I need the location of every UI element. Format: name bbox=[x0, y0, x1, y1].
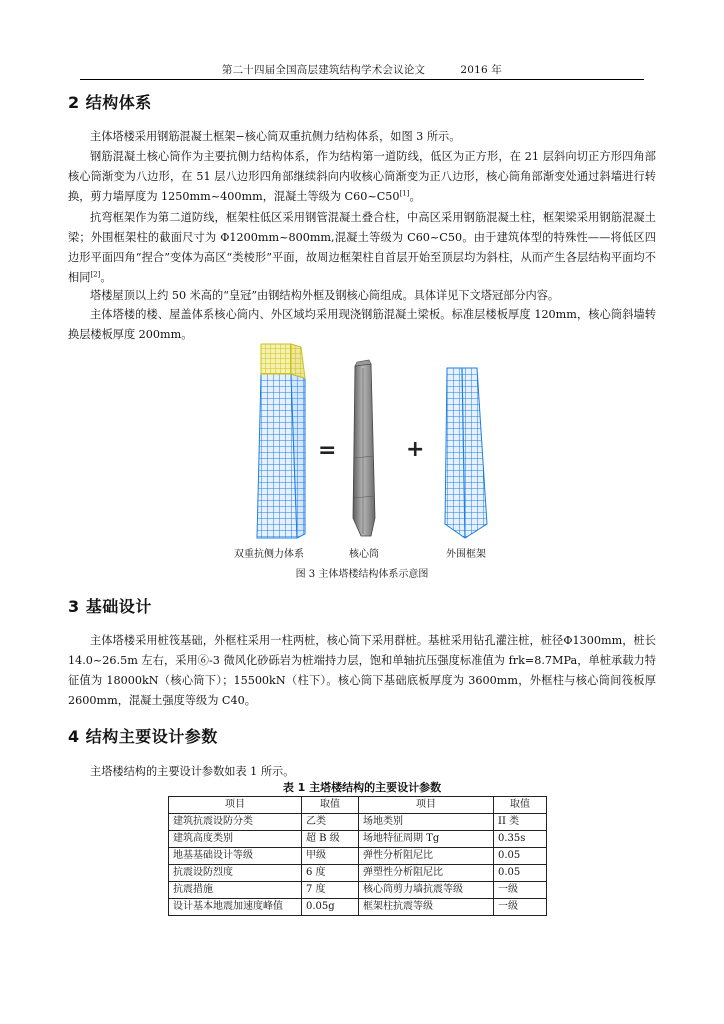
core-tube-drawing bbox=[353, 360, 375, 536]
label-dual-system: 双重抗侧力体系 bbox=[234, 549, 304, 560]
section-4-heading: 4 结构主要设计参数 bbox=[68, 727, 218, 746]
section-3-paragraph-1: 主体塔楼采用桩筏基础，外框柱采用一柱两桩，核心筒下采用群桩。基桩采用钻孔灌注桩，桩径Φ1300mm，桩长 14.0~26.5m 左右，采用⑥-3 微风化砂砾岩为桩端持力层，饱和单轴抗压强度标准值为 frk=8.7MPa，单桩承载力特征值为 18000kN（核心筒下）；15500kN（柱下）。核心筒下基础底板厚度为 3600mm，外框柱与核心筒间筏板厚 2600mm，混凝土强度等级为 C40。 bbox=[68, 634, 656, 707]
section-2-paragraph-5: 主体塔楼的楼、屋盖体系核心筒内、外区域均采用现浇钢筋混凝土梁板。标准层楼板厚度 120mm，核心筒斜墙转换层楼板厚度 200mm。 bbox=[68, 308, 656, 341]
table-cell: 超 B 级 bbox=[302, 831, 359, 848]
table-cell: 一级 bbox=[494, 882, 547, 899]
p2-text: 钢筋混凝土核心筒作为主要抗侧力结构体系，作为结构第一道防线，低区为正方形，在 21 层斜向切正方形四角部核心筒渐变为八边形，在 51 层八边形四角部继续斜向内收核心筒渐变为正八边形，核心筒角部渐变处通过斜墙进行转换，剪力墙厚度为 1250mm~400mm，混凝土等级为 C60~C50 bbox=[68, 150, 656, 203]
table-1-caption: 表 1 主塔楼结构的主要设计参数 bbox=[282, 781, 442, 794]
table-cell: 建筑高度类别 bbox=[169, 831, 302, 848]
design-parameters-table bbox=[168, 796, 547, 916]
p2-end: 。 bbox=[409, 190, 421, 203]
table-cell: 0.05g bbox=[302, 899, 359, 916]
table-cell: 一级 bbox=[494, 899, 547, 916]
section-2-paragraph-3 bbox=[68, 208, 656, 288]
table-row bbox=[169, 848, 547, 865]
section-4-intro: 主塔楼结构的主要设计参数如表 1 所示。 bbox=[90, 765, 295, 778]
table-header-cell: 项目 bbox=[169, 797, 302, 814]
table-cell: 框架柱抗震等级 bbox=[359, 899, 494, 916]
citation-2: [2] bbox=[90, 270, 101, 279]
equals-sign: = bbox=[318, 438, 337, 463]
table-cell: 地基基础设计等级 bbox=[169, 848, 302, 865]
section-2-paragraph-2 bbox=[68, 147, 656, 207]
dual-system-tower-drawing bbox=[257, 344, 305, 538]
table-cell: 建筑抗震设防分类 bbox=[169, 814, 302, 831]
table-cell: 乙类 bbox=[302, 814, 359, 831]
table-cell: 场地类别 bbox=[359, 814, 494, 831]
table-row bbox=[169, 899, 547, 916]
table-cell: 0.35s bbox=[494, 831, 547, 848]
label-outer-frame: 外围框架 bbox=[446, 549, 486, 560]
conference-year: 2016 年 bbox=[460, 64, 503, 76]
plus-sign: + bbox=[406, 437, 425, 462]
table-cell: 场地特征周期 Tg bbox=[359, 831, 494, 848]
table-cell: 0.05 bbox=[494, 865, 547, 882]
table-cell: 设计基本地震加速度峰值 bbox=[169, 899, 302, 916]
conference-title: 第二十四届全国高层建筑结构学术会议论文 bbox=[221, 64, 426, 76]
outer-frame-drawing bbox=[445, 368, 487, 538]
table-cell: 甲级 bbox=[302, 848, 359, 865]
p3-end: 。 bbox=[100, 271, 112, 284]
section-3-heading: 3 基础设计 bbox=[68, 597, 152, 616]
citation-1: [1] bbox=[399, 189, 410, 198]
header-rule bbox=[80, 79, 644, 80]
running-header bbox=[80, 62, 644, 78]
table-cell: 7 度 bbox=[302, 882, 359, 899]
table-cell: 抗震措施 bbox=[169, 882, 302, 899]
table-header-cell: 项目 bbox=[359, 797, 494, 814]
table-header-cell: 取值 bbox=[494, 797, 547, 814]
table-cell: 弹塑性分析阻尼比 bbox=[359, 865, 494, 882]
table-header-cell: 取值 bbox=[302, 797, 359, 814]
table-row bbox=[169, 831, 547, 848]
p3-text: 抗弯框架作为第二道防线，框架柱低区采用钢管混凝土叠合柱，中高区采用钢筋混凝土柱，框架梁采用钢筋混凝土梁；外围框架柱的截面尺寸为 Φ1200mm~800mm,混凝土等级为 C60~C50。由于建筑体型的特殊性——将低区四边形平面四角“捏合”变体为高区“类棱形”平面，故周边框架柱自首层开始至顶层均为斜柱，从而产生各层结构平面均不相同 bbox=[68, 211, 656, 284]
figure-3-caption: 图 3 主体塔楼结构体系示意图 bbox=[295, 569, 429, 580]
section-2-paragraph-1: 主体塔楼采用钢筋混凝土框架−核心筒双重抗侧力结构体系，如图 3 所示。 bbox=[90, 130, 461, 143]
table-cell: 6 度 bbox=[302, 865, 359, 882]
section-2-paragraph-4: 塔楼屋顶以上约 50 米高的“皇冠”由钢结构外框及钢核心筒组成。具体详见下文塔冠部分内容。 bbox=[90, 289, 560, 302]
label-core-tube: 核心筒 bbox=[349, 549, 379, 560]
table-row bbox=[169, 814, 547, 831]
table-header-row bbox=[169, 797, 547, 814]
table-cell: 弹性分析阻尼比 bbox=[359, 848, 494, 865]
table-cell: II 类 bbox=[494, 814, 547, 831]
table-cell: 抗震设防烈度 bbox=[169, 865, 302, 882]
table-cell: 核心筒剪力墙抗震等级 bbox=[359, 882, 494, 899]
section-2-heading: 2 结构体系 bbox=[68, 93, 152, 112]
table-row bbox=[169, 882, 547, 899]
table-cell: 0.05 bbox=[494, 848, 547, 865]
table-row bbox=[169, 865, 547, 882]
figure-3-structural-system bbox=[225, 338, 515, 570]
